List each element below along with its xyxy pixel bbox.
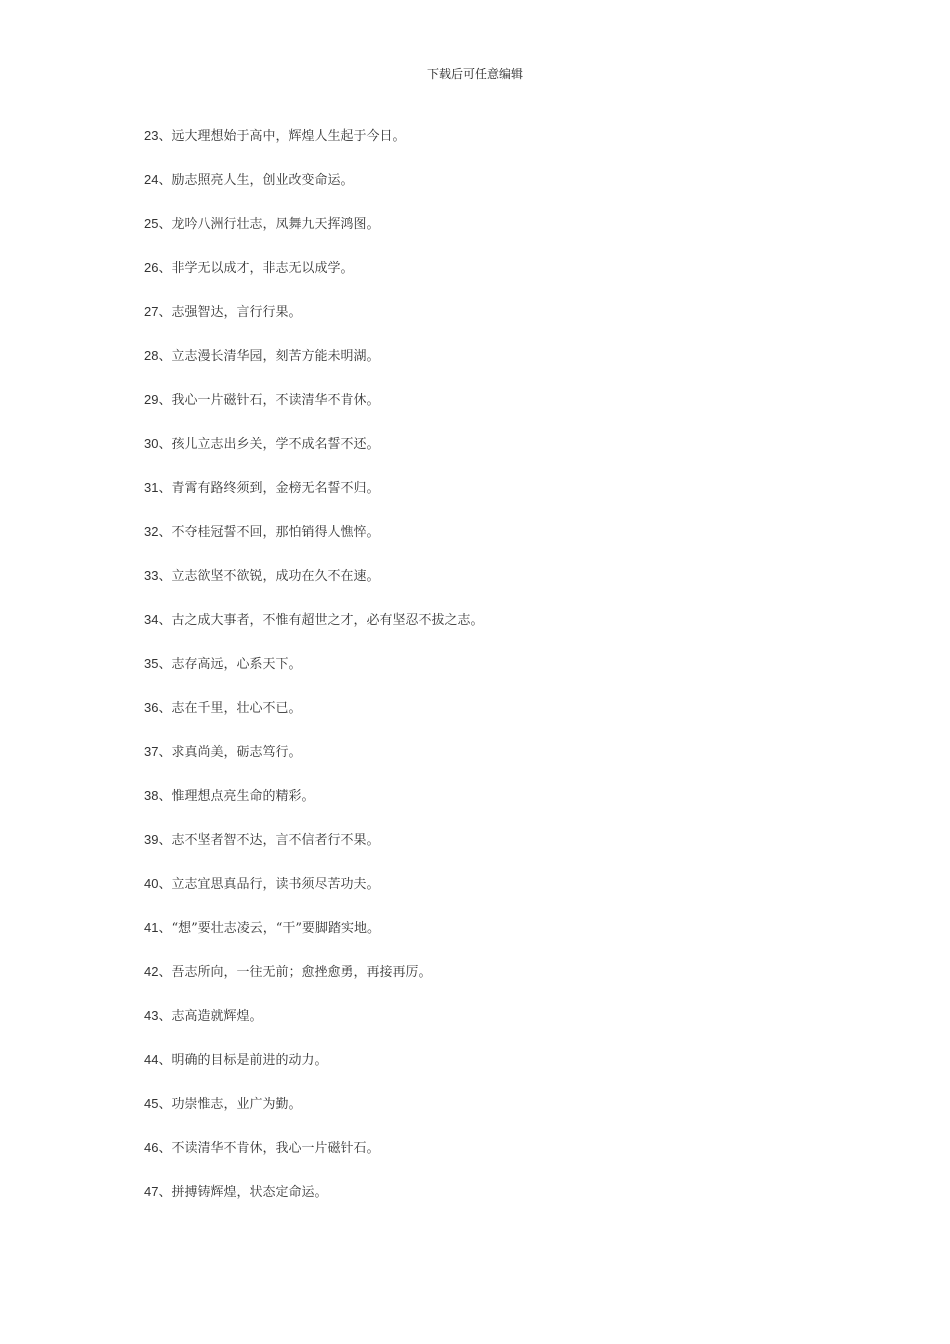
item-number: 27 (144, 304, 159, 319)
item-text: 、非学无以成才，非志无以成学。 (158, 261, 354, 276)
item-text: 、青霄有路终须到，金榜无名誓不归。 (158, 481, 380, 496)
item-text: 、立志漫长清华园，刻苦方能未明湖。 (158, 349, 380, 364)
item-number: 44 (144, 1052, 159, 1067)
item-number: 34 (144, 612, 159, 627)
item-number: 32 (144, 524, 159, 539)
item-text: 、拼搏铸辉煌，状态定命运。 (158, 1185, 328, 1200)
list-item (144, 742, 483, 786)
item-number: 39 (144, 832, 159, 847)
list-item (144, 1050, 483, 1094)
item-number: 35 (144, 656, 159, 671)
item-text: 、明确的目标是前进的动力。 (158, 1053, 328, 1068)
list-item (144, 1138, 483, 1182)
list-item (144, 170, 483, 214)
item-text: 、志在千里，壮心不已。 (158, 701, 302, 716)
list-item (144, 390, 483, 434)
item-text: 、远大理想始于高中，辉煌人生起于今日。 (158, 129, 406, 144)
item-text: 、志不坚者智不达，言不信者行不果。 (158, 833, 380, 848)
item-number: 40 (144, 876, 159, 891)
item-number: 23 (144, 128, 159, 143)
item-number: 29 (144, 392, 159, 407)
item-number: 30 (144, 436, 159, 451)
item-number: 42 (144, 964, 159, 979)
item-number: 28 (144, 348, 159, 363)
list-item (144, 918, 483, 962)
list-item (144, 1006, 483, 1050)
item-number: 31 (144, 480, 159, 495)
item-number: 25 (144, 216, 159, 231)
item-number: 24 (144, 172, 159, 187)
list-item (144, 434, 483, 478)
list-item (144, 478, 483, 522)
list-item (144, 566, 483, 610)
item-number: 47 (144, 1184, 159, 1199)
item-text: 、龙吟八洲行壮志，凤舞九天挥鸿图。 (158, 217, 380, 232)
page-header: 下载后可任意编辑 (426, 67, 523, 81)
list-item (144, 654, 483, 698)
item-text: 、志存高远，心系天下。 (158, 657, 302, 672)
list-item (144, 1094, 483, 1138)
list-item (144, 698, 483, 742)
list-item (144, 126, 483, 170)
list-item (144, 522, 483, 566)
item-number: 33 (144, 568, 159, 583)
list-item (144, 1182, 483, 1226)
item-text: 、我心一片磁针石，不读清华不肯休。 (158, 393, 380, 408)
list-item (144, 302, 483, 346)
item-number: 38 (144, 788, 159, 803)
list-item (144, 786, 483, 830)
item-text: 、志强智达，言行行果。 (158, 305, 302, 320)
item-text: 、“想”要壮志凌云，“干”要脚踏实地。 (158, 921, 381, 936)
list-item (144, 962, 483, 1006)
item-number: 26 (144, 260, 159, 275)
item-text: 、古之成大事者，不惟有超世之才，必有坚忍不拔之志。 (158, 613, 484, 628)
item-number: 37 (144, 744, 159, 759)
item-number: 43 (144, 1008, 159, 1023)
item-text: 、吾志所向，一往无前；愈挫愈勇，再接再厉。 (158, 965, 432, 980)
item-text: 、励志照亮人生，创业改变命运。 (158, 173, 354, 188)
item-text: 、孩儿立志出乡关，学不成名誓不还。 (158, 437, 380, 452)
item-text: 、惟理想点亮生命的精彩。 (158, 789, 315, 804)
slogan-list (144, 126, 483, 1226)
item-text: 、志高造就辉煌。 (158, 1009, 263, 1024)
item-number: 46 (144, 1140, 159, 1155)
item-text: 、不夺桂冠誓不回，那怕销得人憔悴。 (158, 525, 380, 540)
item-text: 、立志宜思真品行，读书须尽苦功夫。 (158, 877, 380, 892)
item-number: 36 (144, 700, 159, 715)
list-item (144, 874, 483, 918)
item-text: 、不读清华不肯休，我心一片磁针石。 (158, 1141, 380, 1156)
item-number: 45 (144, 1096, 159, 1111)
list-item (144, 214, 483, 258)
item-text: 、立志欲坚不欲锐，成功在久不在速。 (158, 569, 380, 584)
list-item (144, 346, 483, 390)
list-item (144, 830, 483, 874)
list-item (144, 258, 483, 302)
item-text: 、求真尚美，砺志笃行。 (158, 745, 302, 760)
item-number: 41 (144, 920, 159, 935)
item-text: 、功崇惟志，业广为勤。 (158, 1097, 302, 1112)
list-item (144, 610, 483, 654)
